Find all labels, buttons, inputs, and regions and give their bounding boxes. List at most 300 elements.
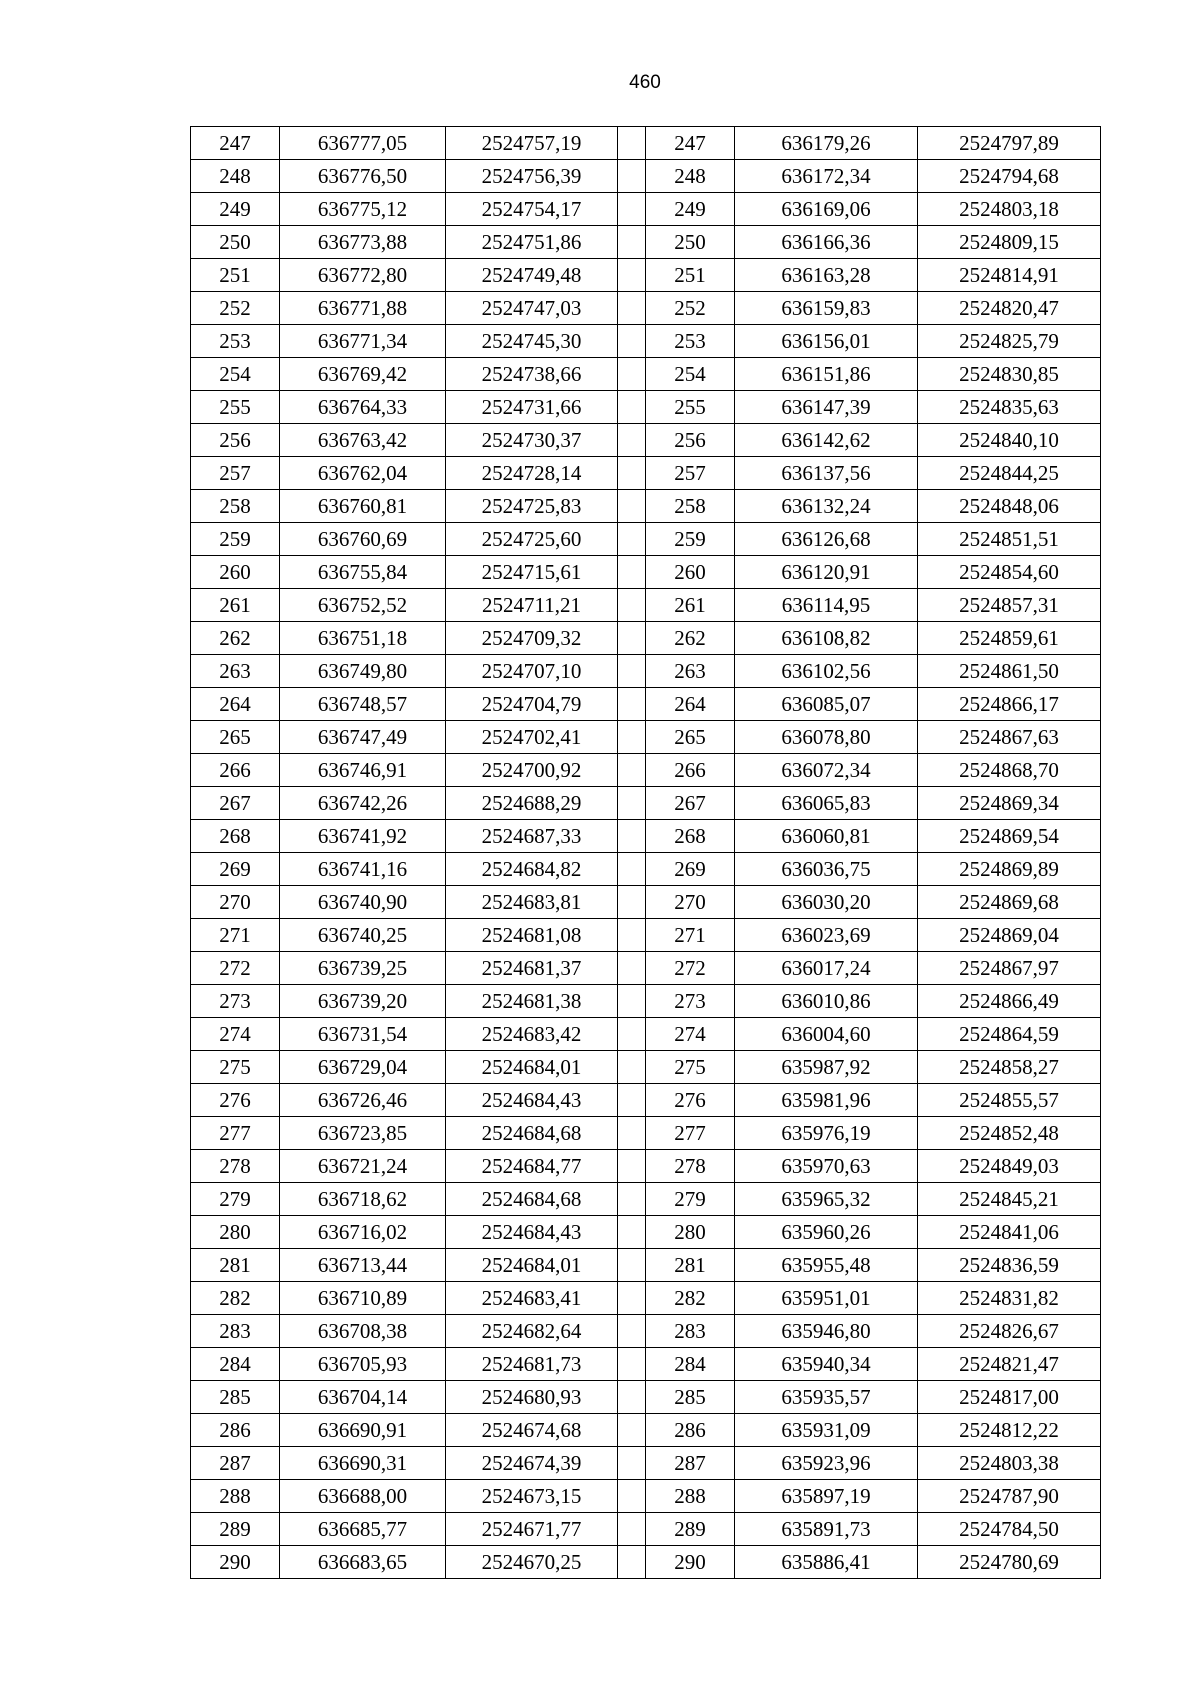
table-row — [191, 1117, 1101, 1150]
x-coordinate-left: 636740,90 — [280, 886, 446, 919]
spacer-cell — [618, 820, 646, 853]
spacer-cell — [618, 490, 646, 523]
x-coordinate-left: 636773,88 — [280, 226, 446, 259]
x-coordinate-left: 636705,93 — [280, 1348, 446, 1381]
y-coordinate-left: 2524704,79 — [446, 688, 618, 721]
x-coordinate-right: 636102,56 — [735, 655, 918, 688]
y-coordinate-right: 2524849,03 — [918, 1150, 1101, 1183]
y-coordinate-right: 2524826,67 — [918, 1315, 1101, 1348]
y-coordinate-right: 2524859,61 — [918, 622, 1101, 655]
spacer-cell — [618, 292, 646, 325]
y-coordinate-left: 2524682,64 — [446, 1315, 618, 1348]
x-coordinate-left: 636769,42 — [280, 358, 446, 391]
spacer-cell — [618, 655, 646, 688]
table-row — [191, 721, 1101, 754]
y-coordinate-right: 2524854,60 — [918, 556, 1101, 589]
x-coordinate-right: 635970,63 — [735, 1150, 918, 1183]
x-coordinate-left: 636718,62 — [280, 1183, 446, 1216]
x-coordinate-left: 636690,91 — [280, 1414, 446, 1447]
x-coordinate-right: 635886,41 — [735, 1546, 918, 1579]
y-coordinate-right: 2524867,63 — [918, 721, 1101, 754]
y-coordinate-right: 2524836,59 — [918, 1249, 1101, 1282]
x-coordinate-left: 636739,25 — [280, 952, 446, 985]
y-coordinate-right: 2524825,79 — [918, 325, 1101, 358]
x-coordinate-left: 636747,49 — [280, 721, 446, 754]
spacer-cell — [618, 226, 646, 259]
point-number-left: 265 — [191, 721, 280, 754]
point-number-right: 252 — [646, 292, 735, 325]
point-number-right: 288 — [646, 1480, 735, 1513]
table-row — [191, 1249, 1101, 1282]
y-coordinate-right: 2524869,34 — [918, 787, 1101, 820]
table-row — [191, 589, 1101, 622]
spacer-cell — [618, 1117, 646, 1150]
x-coordinate-left: 636771,88 — [280, 292, 446, 325]
x-coordinate-right: 635940,34 — [735, 1348, 918, 1381]
spacer-cell — [618, 1282, 646, 1315]
point-number-right: 273 — [646, 985, 735, 1018]
y-coordinate-right: 2524840,10 — [918, 424, 1101, 457]
spacer-cell — [618, 556, 646, 589]
spacer-cell — [618, 1480, 646, 1513]
point-number-right: 271 — [646, 919, 735, 952]
y-coordinate-left: 2524681,38 — [446, 985, 618, 1018]
point-number-right: 261 — [646, 589, 735, 622]
point-number-left: 277 — [191, 1117, 280, 1150]
y-coordinate-right: 2524821,47 — [918, 1348, 1101, 1381]
y-coordinate-right: 2524858,27 — [918, 1051, 1101, 1084]
x-coordinate-left: 636710,89 — [280, 1282, 446, 1315]
spacer-cell — [618, 358, 646, 391]
point-number-right: 272 — [646, 952, 735, 985]
y-coordinate-right: 2524780,69 — [918, 1546, 1101, 1579]
table-row — [191, 1051, 1101, 1084]
point-number-left: 260 — [191, 556, 280, 589]
table-row — [191, 358, 1101, 391]
point-number-right: 274 — [646, 1018, 735, 1051]
y-coordinate-right: 2524812,22 — [918, 1414, 1101, 1447]
y-coordinate-left: 2524683,41 — [446, 1282, 618, 1315]
y-coordinate-left: 2524711,21 — [446, 589, 618, 622]
y-coordinate-left: 2524728,14 — [446, 457, 618, 490]
point-number-right: 270 — [646, 886, 735, 919]
point-number-right: 283 — [646, 1315, 735, 1348]
x-coordinate-right: 635897,19 — [735, 1480, 918, 1513]
spacer-cell — [618, 127, 646, 160]
spacer-cell — [618, 622, 646, 655]
x-coordinate-left: 636746,91 — [280, 754, 446, 787]
y-coordinate-left: 2524684,01 — [446, 1051, 618, 1084]
x-coordinate-right: 636108,82 — [735, 622, 918, 655]
table-row — [191, 523, 1101, 556]
y-coordinate-right: 2524848,06 — [918, 490, 1101, 523]
x-coordinate-right: 636147,39 — [735, 391, 918, 424]
y-coordinate-right: 2524869,04 — [918, 919, 1101, 952]
x-coordinate-left: 636751,18 — [280, 622, 446, 655]
y-coordinate-right: 2524851,51 — [918, 523, 1101, 556]
x-coordinate-left: 636775,12 — [280, 193, 446, 226]
y-coordinate-left: 2524671,77 — [446, 1513, 618, 1546]
x-coordinate-right: 636137,56 — [735, 457, 918, 490]
y-coordinate-right: 2524814,91 — [918, 259, 1101, 292]
x-coordinate-right: 636065,83 — [735, 787, 918, 820]
y-coordinate-left: 2524684,43 — [446, 1084, 618, 1117]
point-number-right: 286 — [646, 1414, 735, 1447]
x-coordinate-left: 636708,38 — [280, 1315, 446, 1348]
point-number-left: 279 — [191, 1183, 280, 1216]
y-coordinate-left: 2524674,39 — [446, 1447, 618, 1480]
point-number-right: 250 — [646, 226, 735, 259]
x-coordinate-right: 636132,24 — [735, 490, 918, 523]
point-number-left: 270 — [191, 886, 280, 919]
y-coordinate-right: 2524835,63 — [918, 391, 1101, 424]
table-row — [191, 787, 1101, 820]
spacer-cell — [618, 688, 646, 721]
spacer-cell — [618, 457, 646, 490]
x-coordinate-left: 636690,31 — [280, 1447, 446, 1480]
x-coordinate-left: 636726,46 — [280, 1084, 446, 1117]
point-number-right: 289 — [646, 1513, 735, 1546]
point-number-left: 267 — [191, 787, 280, 820]
point-number-right: 249 — [646, 193, 735, 226]
point-number-right: 279 — [646, 1183, 735, 1216]
x-coordinate-left: 636771,34 — [280, 325, 446, 358]
point-number-right: 287 — [646, 1447, 735, 1480]
x-coordinate-left: 636763,42 — [280, 424, 446, 457]
spacer-cell — [618, 193, 646, 226]
point-number-right: 258 — [646, 490, 735, 523]
point-number-left: 276 — [191, 1084, 280, 1117]
spacer-cell — [618, 1084, 646, 1117]
x-coordinate-right: 635965,32 — [735, 1183, 918, 1216]
x-coordinate-left: 636741,16 — [280, 853, 446, 886]
x-coordinate-right: 635935,57 — [735, 1381, 918, 1414]
point-number-left: 251 — [191, 259, 280, 292]
y-coordinate-left: 2524731,66 — [446, 391, 618, 424]
spacer-cell — [618, 1546, 646, 1579]
spacer-cell — [618, 325, 646, 358]
x-coordinate-left: 636749,80 — [280, 655, 446, 688]
table-row — [191, 490, 1101, 523]
x-coordinate-right: 636060,81 — [735, 820, 918, 853]
point-number-left: 271 — [191, 919, 280, 952]
point-number-left: 250 — [191, 226, 280, 259]
y-coordinate-left: 2524683,42 — [446, 1018, 618, 1051]
x-coordinate-left: 636776,50 — [280, 160, 446, 193]
x-coordinate-right: 636078,80 — [735, 721, 918, 754]
x-coordinate-right: 636023,69 — [735, 919, 918, 952]
y-coordinate-left: 2524670,25 — [446, 1546, 618, 1579]
point-number-right: 255 — [646, 391, 735, 424]
point-number-left: 266 — [191, 754, 280, 787]
point-number-left: 278 — [191, 1150, 280, 1183]
table-row — [191, 919, 1101, 952]
spacer-cell — [618, 721, 646, 754]
point-number-left: 259 — [191, 523, 280, 556]
point-number-left: 273 — [191, 985, 280, 1018]
point-number-right: 264 — [646, 688, 735, 721]
table-row — [191, 1513, 1101, 1546]
y-coordinate-left: 2524702,41 — [446, 721, 618, 754]
x-coordinate-right: 635955,48 — [735, 1249, 918, 1282]
point-number-right: 275 — [646, 1051, 735, 1084]
point-number-right: 254 — [646, 358, 735, 391]
x-coordinate-right: 636156,01 — [735, 325, 918, 358]
y-coordinate-left: 2524684,43 — [446, 1216, 618, 1249]
spacer-cell — [618, 952, 646, 985]
x-coordinate-right: 636030,20 — [735, 886, 918, 919]
spacer-cell — [618, 1348, 646, 1381]
table-row — [191, 985, 1101, 1018]
y-coordinate-right: 2524866,49 — [918, 985, 1101, 1018]
y-coordinate-left: 2524684,01 — [446, 1249, 618, 1282]
x-coordinate-left: 636762,04 — [280, 457, 446, 490]
table-row — [191, 1216, 1101, 1249]
y-coordinate-left: 2524730,37 — [446, 424, 618, 457]
x-coordinate-left: 636748,57 — [280, 688, 446, 721]
x-coordinate-left: 636685,77 — [280, 1513, 446, 1546]
spacer-cell — [618, 886, 646, 919]
y-coordinate-right: 2524817,00 — [918, 1381, 1101, 1414]
point-number-right: 282 — [646, 1282, 735, 1315]
point-number-left: 288 — [191, 1480, 280, 1513]
y-coordinate-right: 2524867,97 — [918, 952, 1101, 985]
spacer-cell — [618, 1183, 646, 1216]
table-row — [191, 1018, 1101, 1051]
x-coordinate-right: 635891,73 — [735, 1513, 918, 1546]
y-coordinate-left: 2524707,10 — [446, 655, 618, 688]
y-coordinate-left: 2524757,19 — [446, 127, 618, 160]
x-coordinate-right: 635987,92 — [735, 1051, 918, 1084]
table-row — [191, 853, 1101, 886]
y-coordinate-left: 2524681,08 — [446, 919, 618, 952]
x-coordinate-right: 635931,09 — [735, 1414, 918, 1447]
point-number-left: 269 — [191, 853, 280, 886]
point-number-left: 263 — [191, 655, 280, 688]
spacer-cell — [618, 985, 646, 1018]
point-number-right: 285 — [646, 1381, 735, 1414]
point-number-left: 282 — [191, 1282, 280, 1315]
spacer-cell — [618, 787, 646, 820]
y-coordinate-right: 2524797,89 — [918, 127, 1101, 160]
y-coordinate-left: 2524751,86 — [446, 226, 618, 259]
y-coordinate-left: 2524680,93 — [446, 1381, 618, 1414]
y-coordinate-left: 2524715,61 — [446, 556, 618, 589]
y-coordinate-left: 2524700,92 — [446, 754, 618, 787]
table-row — [191, 160, 1101, 193]
y-coordinate-left: 2524684,68 — [446, 1117, 618, 1150]
point-number-left: 253 — [191, 325, 280, 358]
x-coordinate-left: 636704,14 — [280, 1381, 446, 1414]
point-number-right: 259 — [646, 523, 735, 556]
point-number-left: 280 — [191, 1216, 280, 1249]
x-coordinate-left: 636716,02 — [280, 1216, 446, 1249]
x-coordinate-right: 636017,24 — [735, 952, 918, 985]
coordinates-table — [190, 126, 1101, 1579]
y-coordinate-right: 2524857,31 — [918, 589, 1101, 622]
point-number-left: 262 — [191, 622, 280, 655]
y-coordinate-right: 2524803,18 — [918, 193, 1101, 226]
x-coordinate-right: 635951,01 — [735, 1282, 918, 1315]
spacer-cell — [618, 1051, 646, 1084]
point-number-right: 277 — [646, 1117, 735, 1150]
x-coordinate-right: 636163,28 — [735, 259, 918, 292]
point-number-right: 257 — [646, 457, 735, 490]
spacer-cell — [618, 160, 646, 193]
x-coordinate-right: 636004,60 — [735, 1018, 918, 1051]
x-coordinate-right: 636114,95 — [735, 589, 918, 622]
y-coordinate-right: 2524820,47 — [918, 292, 1101, 325]
spacer-cell — [618, 754, 646, 787]
point-number-right: 281 — [646, 1249, 735, 1282]
point-number-right: 263 — [646, 655, 735, 688]
point-number-left: 275 — [191, 1051, 280, 1084]
y-coordinate-right: 2524794,68 — [918, 160, 1101, 193]
point-number-right: 284 — [646, 1348, 735, 1381]
y-coordinate-right: 2524831,82 — [918, 1282, 1101, 1315]
y-coordinate-right: 2524784,50 — [918, 1513, 1101, 1546]
point-number-right: 280 — [646, 1216, 735, 1249]
table-row — [191, 226, 1101, 259]
x-coordinate-right: 635981,96 — [735, 1084, 918, 1117]
table-row — [191, 1084, 1101, 1117]
point-number-left: 257 — [191, 457, 280, 490]
page-number: 460 — [629, 72, 661, 93]
table-row — [191, 1480, 1101, 1513]
table-row — [191, 1315, 1101, 1348]
y-coordinate-left: 2524674,68 — [446, 1414, 618, 1447]
spacer-cell — [618, 259, 646, 292]
y-coordinate-left: 2524747,03 — [446, 292, 618, 325]
x-coordinate-right: 636179,26 — [735, 127, 918, 160]
y-coordinate-left: 2524725,60 — [446, 523, 618, 556]
y-coordinate-right: 2524787,90 — [918, 1480, 1101, 1513]
point-number-left: 258 — [191, 490, 280, 523]
x-coordinate-right: 635976,19 — [735, 1117, 918, 1150]
point-number-left: 252 — [191, 292, 280, 325]
x-coordinate-right: 636036,75 — [735, 853, 918, 886]
point-number-left: 249 — [191, 193, 280, 226]
point-number-left: 289 — [191, 1513, 280, 1546]
point-number-left: 290 — [191, 1546, 280, 1579]
x-coordinate-left: 636721,24 — [280, 1150, 446, 1183]
table-row — [191, 754, 1101, 787]
point-number-right: 248 — [646, 160, 735, 193]
x-coordinate-left: 636683,65 — [280, 1546, 446, 1579]
point-number-left: 256 — [191, 424, 280, 457]
point-number-right: 268 — [646, 820, 735, 853]
table-row — [191, 1381, 1101, 1414]
point-number-left: 255 — [191, 391, 280, 424]
point-number-right: 247 — [646, 127, 735, 160]
y-coordinate-right: 2524861,50 — [918, 655, 1101, 688]
y-coordinate-left: 2524688,29 — [446, 787, 618, 820]
x-coordinate-left: 636729,04 — [280, 1051, 446, 1084]
spacer-cell — [618, 1513, 646, 1546]
x-coordinate-right: 635960,26 — [735, 1216, 918, 1249]
x-coordinate-right: 636169,06 — [735, 193, 918, 226]
x-coordinate-left: 636760,81 — [280, 490, 446, 523]
x-coordinate-left: 636752,52 — [280, 589, 446, 622]
y-coordinate-right: 2524864,59 — [918, 1018, 1101, 1051]
spacer-cell — [618, 1315, 646, 1348]
y-coordinate-right: 2524868,70 — [918, 754, 1101, 787]
table-row — [191, 424, 1101, 457]
table-row — [191, 1282, 1101, 1315]
table-row — [191, 259, 1101, 292]
y-coordinate-right: 2524803,38 — [918, 1447, 1101, 1480]
spacer-cell — [618, 853, 646, 886]
spacer-cell — [618, 1216, 646, 1249]
point-number-left: 272 — [191, 952, 280, 985]
spacer-cell — [618, 1150, 646, 1183]
point-number-left: 274 — [191, 1018, 280, 1051]
table-row — [191, 1348, 1101, 1381]
x-coordinate-right: 635946,80 — [735, 1315, 918, 1348]
spacer-cell — [618, 523, 646, 556]
point-number-right: 256 — [646, 424, 735, 457]
x-coordinate-right: 636120,91 — [735, 556, 918, 589]
point-number-left: 283 — [191, 1315, 280, 1348]
table-row — [191, 952, 1101, 985]
spacer-cell — [618, 391, 646, 424]
x-coordinate-right: 636085,07 — [735, 688, 918, 721]
point-number-right: 262 — [646, 622, 735, 655]
table-row — [191, 1183, 1101, 1216]
table-row — [191, 1414, 1101, 1447]
spacer-cell — [618, 1381, 646, 1414]
point-number-left: 248 — [191, 160, 280, 193]
x-coordinate-right: 636126,68 — [735, 523, 918, 556]
x-coordinate-right: 636166,36 — [735, 226, 918, 259]
point-number-left: 281 — [191, 1249, 280, 1282]
y-coordinate-left: 2524684,68 — [446, 1183, 618, 1216]
x-coordinate-left: 636742,26 — [280, 787, 446, 820]
point-number-left: 285 — [191, 1381, 280, 1414]
y-coordinate-right: 2524830,85 — [918, 358, 1101, 391]
table-row — [191, 193, 1101, 226]
spacer-cell — [618, 1414, 646, 1447]
point-number-left: 268 — [191, 820, 280, 853]
x-coordinate-right: 636010,86 — [735, 985, 918, 1018]
y-coordinate-right: 2524841,06 — [918, 1216, 1101, 1249]
x-coordinate-left: 636688,00 — [280, 1480, 446, 1513]
y-coordinate-right: 2524869,89 — [918, 853, 1101, 886]
point-number-right: 251 — [646, 259, 735, 292]
x-coordinate-left: 636764,33 — [280, 391, 446, 424]
spacer-cell — [618, 1249, 646, 1282]
y-coordinate-left: 2524745,30 — [446, 325, 618, 358]
x-coordinate-right: 636159,83 — [735, 292, 918, 325]
point-number-right: 253 — [646, 325, 735, 358]
x-coordinate-left: 636760,69 — [280, 523, 446, 556]
x-coordinate-right: 635923,96 — [735, 1447, 918, 1480]
table-row — [191, 1546, 1101, 1579]
x-coordinate-left: 636731,54 — [280, 1018, 446, 1051]
y-coordinate-right: 2524845,21 — [918, 1183, 1101, 1216]
y-coordinate-right: 2524844,25 — [918, 457, 1101, 490]
coordinates-table-body — [191, 127, 1101, 1579]
point-number-right: 266 — [646, 754, 735, 787]
point-number-left: 284 — [191, 1348, 280, 1381]
table-row — [191, 127, 1101, 160]
point-number-right: 278 — [646, 1150, 735, 1183]
table-row — [191, 1447, 1101, 1480]
y-coordinate-left: 2524738,66 — [446, 358, 618, 391]
x-coordinate-left: 636723,85 — [280, 1117, 446, 1150]
y-coordinate-left: 2524687,33 — [446, 820, 618, 853]
y-coordinate-left: 2524681,37 — [446, 952, 618, 985]
